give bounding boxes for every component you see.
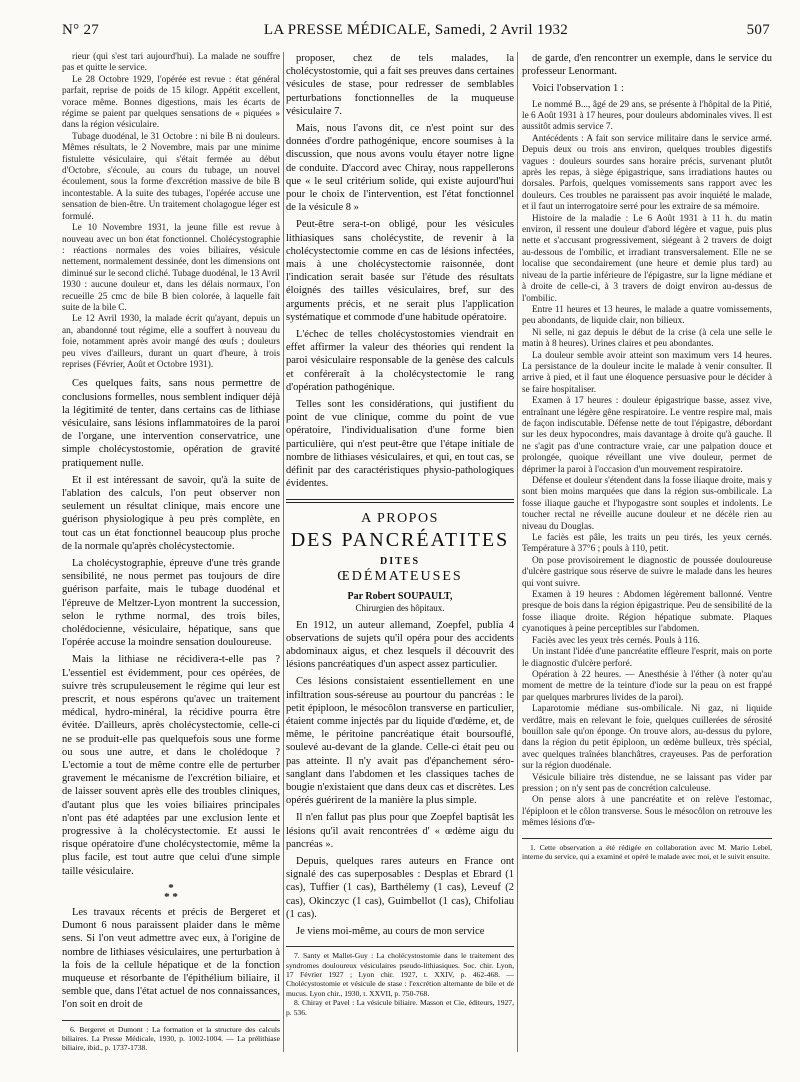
paragraph: Examen à 17 heures : douleur épigastrique basse, assez vive, entraînant une légère gêne respiratoire. Le ventre respire mal, mais de façon indiscutable. Défense nette de tout l'épigastre, débordant sur les deux hypocondres, mais davantage à droite qu'à gauche. Il ne s'agit pas d'une contracture vraie, car une palpation douce et prolongée, quoique réveillant une vive douleur, permet de déprimer la paroi à l'occasion d'un mouvement respiratoire. <box>522 396 772 475</box>
body-text <box>62 377 280 878</box>
paragraph: rieur (qui s'est tari aujourd'hui). La malade ne souffre pas et quitte le service. <box>62 52 280 74</box>
article-subtitle: ŒDÉMATEUSES <box>337 568 463 584</box>
paragraph: Ces quelques faits, sans nous permettre de conclusions formelles, nous semblent indiquer déjà la légitimité de tenter, dans certains cas de lithiase vésiculaire, sans lésions inflammatoires de la paroi de l'organe, une intervention conservatrice, une simple cholécystostomie, opération de gravité pratiquement nulle. <box>62 378 280 469</box>
observation-text <box>522 100 772 830</box>
footnote: 8. Chiray et Pavel : La vésicule biliaire. Masson et Cie, éditeurs, 1927, p. 536. <box>286 998 514 1017</box>
footnotes <box>522 843 772 862</box>
paragraph: proposer, chez de tels malades, la cholécystostomie, qui a fait ses preuves dans certaines vésicules de stase, pour redresser de semblables perturbations fonctionnelles de la muqueuse vésiculaire 7. <box>286 53 514 117</box>
paragraph: Le 28 Octobre 1929, l'opérée est revue : état général parfait, reprise de poids de 15 kilogr. Appétit excellent, vorace même. Bonnes digestions, mais les écarts de régime se paient par quelques sensations de « piquées » dans la région vésiculaire. <box>62 74 280 131</box>
paragraph: Antécédents : A fait son service militaire dans le service armé. Depuis deux ou trois ans environ, quelques troubles digestifs vagues : douleurs sourdes sans horaire précis, survenant plutôt après les repas, à siège épigastrique, sans irradiations hautes ou dorsales. Parfois, quelques vomissements sans rapport avec les douleurs. Ces troubles ne paraissent pas avoir inquiété le malade, et il faut un interrogatoire serré pour les extraire de sa mémoire. <box>522 133 772 213</box>
paragraph: En 1912, un auteur allemand, Zoepfel, publia 4 observations de sujets qu'il opéra pour des accidents abdominaux aigus, et chez lesquels il découvrit des lésions pancréatiques d'un aspect assez particulier. <box>286 619 514 671</box>
paragraph: Depuis, quelques rares auteurs en France ont signalé des cas superposables : Desplas et Ebrard (1 cas), Tuffier (1 cas), Barthélemy (1 cas), Leveuf (2 cas), Okinczyc (1 cas), Guimbellot (1 cas), Chifoliau (1 cas). <box>286 855 514 920</box>
paragraph: On pose provisoirement le diagnostic de poussée douloureuse d'ulcère gastrique sous réserve de suivre le malade dans les heures qui vont suivre. <box>522 555 772 589</box>
column-2 <box>286 52 514 1062</box>
paragraph: Entre 11 heures et 13 heures, le malade a quatre vomissements, peu abondants, de liquide clair, non bilieux. <box>522 304 772 327</box>
paragraph: Défense et douleur s'étendent dans la fosse iliaque droite, mais y sont bien moins marquées que dans la région sus-ombilicale. La fosse iliaque gauche et l'hypogastre sont souples et indolents. Le toucher rectal ne réveille aucune douleur et ne décèle rien au niveau du Douglas. <box>522 476 772 532</box>
paragraph: L'échec de telles cholécystostomies viendrait en effet affirmer la valeur des théories qui rendent la paroi vésiculaire responsable de la genèse des calculs et conféreraît à la cholécystectomie le rang d'opération pathogénique. <box>286 329 514 393</box>
body-text <box>62 906 280 1012</box>
paragraph: Le 12 Avril 1930, la malade écrit qu'ayant, depuis un an, abandonné tout régime, elle a souffert à nouveau du foie, notamment après avoir mangé des œufs ; douleurs peu vives d'ailleurs, durant un quart d'heure, à trois reprises (Février, Août et Octobre 1931). <box>62 314 280 370</box>
body-text <box>286 52 514 491</box>
paragraph: On pense alors à une pancréatite et on relève l'estomac, l'épiploon et le côlon transverse. Sous le mésocôlon on retrouve les mêmes lésions d'œ- <box>522 795 772 829</box>
section-separator: * * * <box>164 881 178 903</box>
footnote-rule <box>286 946 514 947</box>
column-rule-left <box>283 52 284 1052</box>
paragraph: de garde, d'en rencontrer un exemple, dans le service du professeur Lenormant. <box>522 53 772 78</box>
journal-date-line: LA PRESSE MÉDICALE, Samedi, 2 Avril 1932 <box>263 22 569 38</box>
footnote-rule <box>522 838 772 839</box>
paragraph: Peut-être sera-t-on obligé, pour les vésicules lithiasiques sans cholécystite, de revenir à la cholécystectomie comme en cas de lésions infectées, mais à une cholécystectomie raisonnée, dont l'indication serait basée sur l'étude des résultats éloignés des tailles vésiculaires, bref, sur des arguments précis, et ne serait plus l'application systématique et commode d'une habitude opératoire. <box>286 219 514 323</box>
footnote-rule <box>62 1020 280 1021</box>
paragraph: Faciès avec les yeux très cernés. Pouls à 116. <box>532 635 700 646</box>
paragraph: Un instant l'idée d'une pancréatite effleure l'esprit, mais on porte le diagnostic d'ulcère perforé. <box>522 647 772 669</box>
author-role: Chirurgien des hôpitaux. <box>355 602 445 613</box>
article-divider <box>286 499 514 500</box>
article-kicker: A PROPOS <box>361 510 439 526</box>
paragraph: Voici l'observation 1 : <box>532 83 624 95</box>
paragraph: Examen à 19 heures : Abdomen légèrement ballonné. Ventre presque de bois dans la région épigastrique. Peu de sensibilité de la fosse iliaque droite. Région hépatique submate. Plaques cyanotiques à peine perceptibles sur l'abdomen. <box>522 590 772 635</box>
body-text <box>286 619 514 939</box>
body-text <box>522 52 772 96</box>
footnote: 6. Bergeret et Dumont : La formation et la structure des calculs biliaires. La Presse Médicale, 1930, p. 1002-1004. — La prélithiase biliaire, ibid., p. 1737-1738. <box>62 1024 280 1053</box>
column-3 <box>522 52 772 1062</box>
paragraph: Et il est intéressant de savoir, qu'à la suite de l'ablation des calculs, l'on peut observer non seulement un résultat clinique, mais encore une guérison physiologique à peu près complète, en tout cas un état fonctionnel beaucoup plus proche de la normale qu'après cholécystectomie. <box>62 474 280 552</box>
page-number: 507 <box>746 22 770 38</box>
paragraph: Les travaux récents et précis de Bergeret et Dumont 6 nous paraissent plaider dans le même sens. Si l'on veut admettre avec eux, à l'origine de nombre de lithiases vésiculaires, une perturbation à la fois de la cellule hépatique et de la fonction muqueuse et résorbante de l'épithélium biliaire, il semble que, dans l'état actuel de nos connaissances, l'on soit en droit de <box>62 906 280 1011</box>
paragraph: Telles sont les considérations, qui justifient du point de vue clinique, comme du point de vue opératoire, l'individualisation d'une forme bien particulière, qui n'est peut-être que l'étape initiale de nombre de lithiases vésiculaires, et qui, en tout cas, se définit par des caractéristiques physio-pathologiques évidentes. <box>286 399 514 490</box>
issue-number: N° 27 <box>62 22 100 38</box>
article-byline: Par Robert SOUPAULT, <box>347 590 453 602</box>
article-title: DES PANCRÉATITES <box>290 528 510 551</box>
footnotes <box>286 951 514 1017</box>
paragraph: Opération à 22 heures. — Anesthésie à l'éther (à noter qu'au moment de mettre de la teinture d'iode sur la peau on est frappé par quelques marbrures livides de la paroi). <box>522 669 772 703</box>
page-header <box>62 22 770 44</box>
paragraph: Ces lésions consistaient essentiellement en une infiltration sous-séreuse au pourtour du pancréas : le petit épiploon, le mésocôlon transverse en particulier, étaient comme injectés par du liquide d'œdème, et, de même, le péritoine pancréatique était boursouflé, soulevé au-devant de la glande. Celle-ci était peu ou pas atteinte. Il n'y avait pas d'épanchement séro-sanglant dans l'abdomen et les classiques taches de bougie n'existaient que dans deux cas et discrètes. Les opérés guérirent de la manière la plus simple. <box>286 676 514 807</box>
paragraph: Mais, nous l'avons dit, ce n'est point sur des données d'ordre pathogénique, encore soumises à la discussion, que nous avons voulu étayer notre ligne de conduite. D'accord avec Chiray, nous rappellerons que « le seul critérium solide, qui existe aujourd'hui pour le choix de l'intervention, est l'état fonctionnel de la vésicule 8 » <box>286 123 514 214</box>
paragraph: Le faciès est pâle, les traits un peu tirés, les yeux cernés. Température à 37°6 ; pouls à 110, petit. <box>522 533 772 555</box>
article-title-connector: DITES <box>379 555 420 567</box>
observation-text <box>62 52 280 371</box>
paragraph: Le 10 Novembre 1931, la jeune fille est revue à nouveau avec un bon état fonctionnel. Cholécystographie : réactions normales des voies biliaires, vésicule nettement, normalement dessinée, dont les dimensions ont diminué sur le second cliché. Tubage duodénal, le 13 Avril 1930 : aucune douleur et, dans les délais normaux, l'on recueille 25 cmc de bile B bien colorée, à laquelle fait suite de la bile C. <box>62 223 280 313</box>
paragraph: Tubage duodénal, le 31 Octobre : ni bile B ni douleurs. Mêmes résultats, le 2 Novembre, mais par une minime fistulette vésiculaire, qui s'était fermée au début d'Octobre, s'écoule, au cours du tubage, un nouvel écoulement, sous la forme d'excrétion massive de bile B incontestable. A la suite des tubages, l'opérée accuse une sensation de bien-être. Un traitement cholagogue léger est formulé. <box>62 131 280 222</box>
paragraph: Il n'en fallut pas plus pour que Zoepfel baptisât les lésions qu'il avait rencontrées d' « œdème aigu du pancréas ». <box>286 812 514 850</box>
footnotes <box>62 1025 280 1053</box>
article-divider <box>286 502 514 503</box>
paragraph: Ni selle, ni gaz depuis le début de la crise (à cela une selle le matin à 8 heures). Urines claires et peu abondantes. <box>522 327 772 350</box>
article-heading <box>286 511 514 613</box>
paragraph: Le nommé B..., âgé de 29 ans, se présente à l'hôpital de la Pitié, le 6 Août 1931 à 17 heures, pour douleurs abdominales vives. Il est aussitôt admis service 7. <box>522 99 772 133</box>
footnote: 7. Santy et Mallet-Guy : La cholécystostomie dans le traitement des syndromes douloureux vésiculaires pseudo-lithiasiques. Soc. chir. Lyon, 17 Février 1927 ; Lyon chir. 1927, t. XXIV, p. 462-468. — Cholécystostomie et vésicule de stase : l'excrétion alternante de bile et de mucus. Lyon chir., 1930, t. XXVII, p. 750-768. <box>286 951 514 998</box>
paragraph: Laparotomie médiane sus-ombilicale. Ni gaz, ni liquide verdâtre, mais en relevant le foie, quelques cuillerées de sérosité bouillon sale qu'on éponge. On trouve alors, au-dessus du pylore, dans la région du petit épiploon, un œdème bulleux, très spécial, avec quelques traînées blanchâtres, crayeuses. Pas de perforation sur la région duodénale. <box>522 704 772 772</box>
paragraph: Mais la lithiase ne récidivera-t-elle pas ? L'essentiel est évidemment, pour ces opérées, de suivre très scrupuleusement le régime qui leur est prescrit, et nous espérons qu'avec un traitement médical, hydro-minéral, la récidive pourra être évitée. D'ailleurs, après cholécystectomie, celle-ci ne se produit-elle pas quelquefois sous une forme ou sous une autre, et dans le cholédoque ? L'ectomie a tout de même contre elle de perturber gravement le mécanisme de l'excrétion biliaire, et de laisser souvent après elle des troubles cliniques, d'autant plus que les voies biliaires principales n'ont pas été adaptées par une exclusion lente et progressive à la cholécystectomie. Et aussi le risque opératoire d'une cholécystectomie, même la plus facile, est tout autre que celui d'une simple taille vésiculaire. <box>62 654 280 877</box>
paragraph: La douleur semble avoir atteint son maximum vers 14 heures. La persistance de la douleur incite le malade à venir consulter. Il arrive à pied, et il faut une éloquence persuasive pour le décider à se faire hospitaliser. <box>522 350 772 395</box>
paragraph: Histoire de la maladie : Le 6 Août 1931 à 11 h. du matin environ, il ressent une douleur d'abord légère et vague, puis plus nette et s'accusant progressivement, siégeant à 2 travers de doigt au-dessous de l'ombilic, et irradiant transversalement. Elle ne se localise que secondairement (une heure et demie plus tard) au niveau de la partie inférieure de l'épigastre, sur la ligne médiane et à droite de celle-ci, à 3 travers de doigt environ au-dessus de l'ombilic. <box>522 213 772 304</box>
column-1 <box>62 52 280 1062</box>
paragraph: La cholécystographie, épreuve d'une très grande sensibilité, ne nous permet pas toujours de dire guérison parfaite, mais le tubage duodénal et l'épreuve de Meltzer-Lyon montrent la succession, selon le rythme normal, des trois biles, cholédocienne, vésiculaire, hépatique, sans que l'opérée accuse la moindre sensation douloureuse. <box>62 558 280 649</box>
footnote: 1. Cette observation a été rédigée en collaboration avec M. Mario Lebel, interne du service, qui a examiné et opéré le malade avec moi, et le suivit ensuite. <box>522 842 772 862</box>
paragraph: Je viens moi-même, au cours de mon service <box>296 925 485 937</box>
paragraph: Vésicule biliaire très distendue, ne se laissant pas vider par pression ; on n'y sent pas de concrétion calculeuse. <box>522 772 772 794</box>
column-rule-right <box>517 52 518 1052</box>
